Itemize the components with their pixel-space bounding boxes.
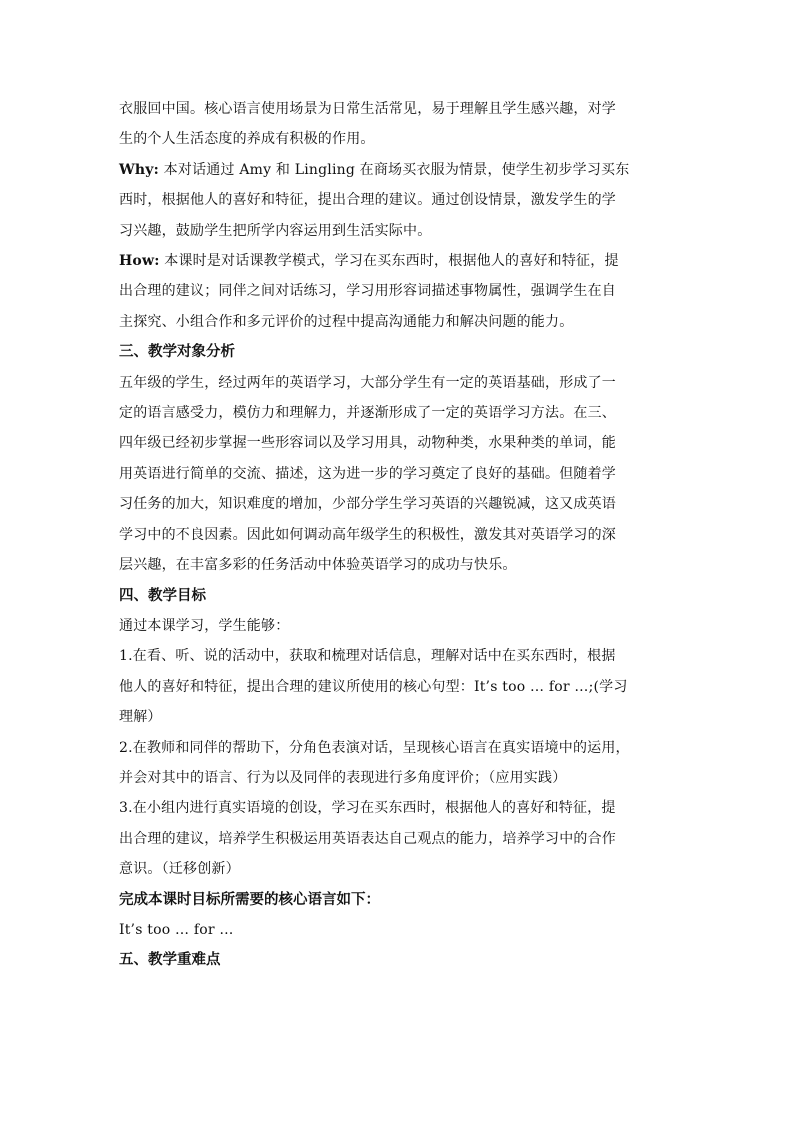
section-heading-key-difficulties: 五、教学重难点 bbox=[119, 951, 221, 969]
core-language-sentence: It’s too … for … bbox=[119, 921, 234, 938]
goal-1-line: 1.在看、听、说的活动中，获取和梳理对话信息，理解对话中在买东西时，根据 bbox=[119, 648, 616, 665]
goal-3-line: 出合理的建议，培养学生积极运用英语表达自己观点的能力，培养学习中的合作 bbox=[119, 830, 616, 847]
student-analysis-line: 层兴趣，在丰富多彩的任务活动中体验英语学习的成功与快乐。 bbox=[119, 557, 517, 574]
goal-3-line: 意识。（迁移创新） bbox=[119, 861, 240, 878]
goal-2-line: 2.在教师和同伴的帮助下，分角色表演对话，呈现核心语言在真实语境中的运用， bbox=[119, 739, 630, 756]
why-paragraph bbox=[119, 155, 679, 246]
how-paragraph bbox=[119, 246, 679, 337]
why-line: 本对话通过 Amy 和 Lingling 在商场买衣服为情景，使学生初步学习买东 bbox=[159, 161, 630, 178]
goal-1-paragraph bbox=[119, 641, 679, 732]
goal-3-line: 3.在小组内进行真实语境的创设，学习在买东西时，根据他人的喜好和特征，提 bbox=[119, 800, 616, 817]
why-label: Why: bbox=[119, 161, 160, 178]
how-line: 本课时是对话课教学模式，学习在买东西时，根据他人的喜好和特征，提 bbox=[159, 253, 619, 270]
student-analysis-line: 四年级已经初步掌握一些形容词以及学习用具，动物种类，水果种类的单词，能 bbox=[119, 435, 616, 452]
intro-line: 生的个人生活态度的养成有积极的作用。 bbox=[119, 131, 375, 148]
student-analysis-line: 学习中的不良因素。因此如何调动高年级学生的积极性，激发其对英语学习的深 bbox=[119, 526, 616, 543]
how-line: 主探究、小组合作和多元评价的过程中提高沟通能力和解决问题的能力。 bbox=[119, 313, 574, 330]
goals-intro: 通过本课学习，学生能够： bbox=[119, 617, 290, 634]
section-heading-teaching-goals: 四、教学目标 bbox=[119, 586, 206, 604]
document-page bbox=[119, 94, 679, 976]
intro-paragraph bbox=[119, 94, 679, 155]
student-analysis-paragraph bbox=[119, 368, 679, 581]
student-analysis-line: 用英语进行简单的交流、描述，这为进一步的学习奠定了良好的基础。但随着学 bbox=[119, 465, 616, 482]
why-line: 西时，根据他人的喜好和特征，提出合理的建议。通过创设情景，激发学生的学 bbox=[119, 192, 616, 209]
how-label: How: bbox=[119, 253, 160, 270]
student-analysis-line: 五年级的学生，经过两年的英语学习，大部分学生有一定的英语基础，形成了一 bbox=[119, 374, 616, 391]
student-analysis-line: 定的语言感受力，模仿力和理解力，并逐渐形成了一定的英语学习方法。在三、 bbox=[119, 405, 616, 422]
student-analysis-line: 习任务的加大，知识难度的增加，少部分学生学习英语的兴趣锐减，这又成英语 bbox=[119, 496, 616, 513]
goal-2-paragraph bbox=[119, 733, 679, 794]
goal-3-paragraph bbox=[119, 793, 679, 884]
goal-2-line: 并会对其中的语言、行为以及同伴的表现进行多角度评价；（应用实践） bbox=[119, 769, 567, 786]
goal-1-line: 他人的喜好和特征，提出合理的建议所使用的核心句型：It’s too … for …;(学习 bbox=[119, 678, 628, 695]
why-line: 习兴趣，鼓励学生把所学内容运用到生活实际中。 bbox=[119, 222, 432, 239]
how-line: 出合理的建议；同伴之间对话练习，学习用形容词描述事物属性，强调学生在自 bbox=[119, 283, 616, 300]
goal-1-line: 理解） bbox=[119, 709, 162, 726]
core-language-heading: 完成本课时目标所需要的核心语言如下： bbox=[119, 890, 380, 908]
intro-line: 衣服回中国。核心语言使用场景为日常生活常见，易于理解且学生感兴趣，对学 bbox=[119, 101, 616, 117]
section-heading-student-analysis: 三、教学对象分析 bbox=[119, 343, 235, 361]
